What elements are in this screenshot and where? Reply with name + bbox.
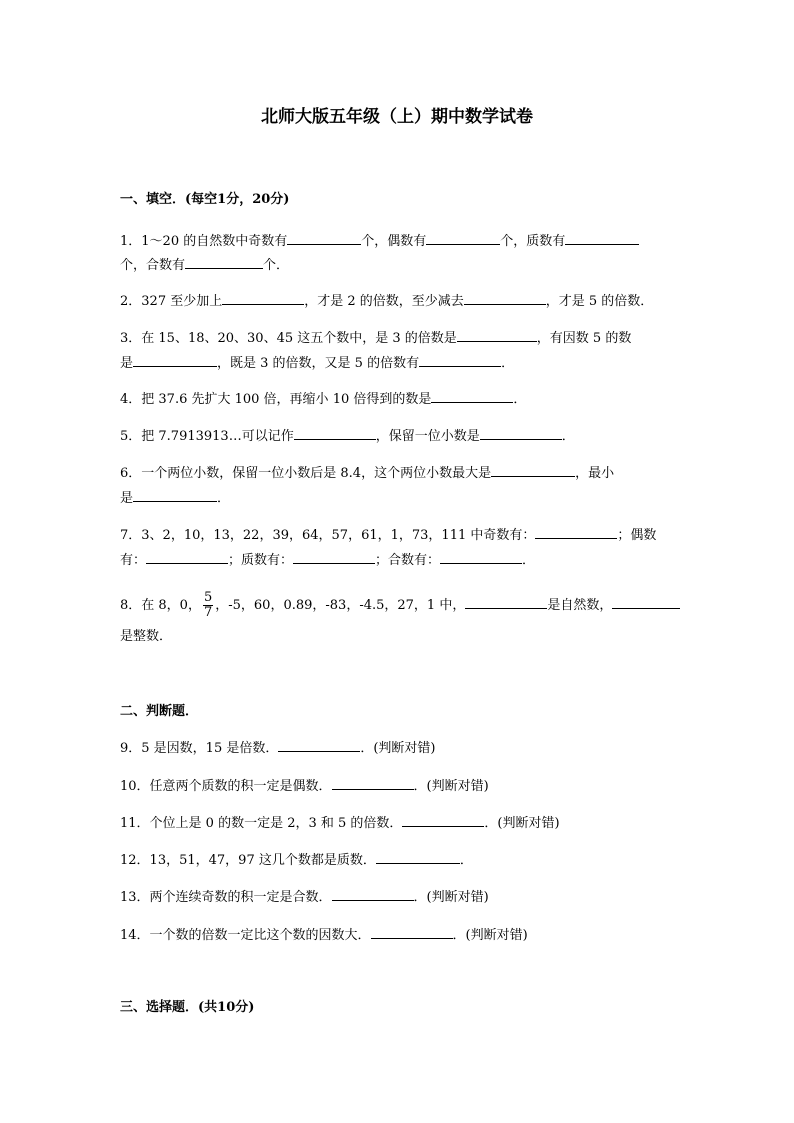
q1-blank-even[interactable] [426,232,500,245]
question-5 [120,427,575,445]
q8-blank-natural[interactable] [465,596,547,609]
question-11 [120,814,560,832]
q3-blank-both[interactable] [419,354,501,367]
q7-text-c: 有： [120,553,147,568]
q1-text-b: 个，偶数有 [361,234,427,249]
q5-blank-notation[interactable] [294,427,376,440]
q14-text-a: 14．一个数的倍数一定比这个数的因数大． [120,928,371,943]
q4-text-a: 4．把 37.6 先扩大 100 倍，再缩小 10 倍得到的数是 [120,392,432,407]
q7-blank-even[interactable] [146,551,228,564]
q7-text-b: ；偶数 [617,528,657,543]
q11-text-a: 11．个位上是 0 的数一定是 2，3 和 5 的倍数． [120,816,403,831]
page-title: 北师大版五年级（上）期中数学试卷 [261,107,533,127]
fraction-denominator: 7 [203,605,213,620]
question-7-line-1 [120,526,656,544]
question-9 [120,739,436,757]
q6-text-c: 是 [120,491,134,506]
section-heading-fill-in: 一、填空．(每空1分，20分) [120,192,290,207]
q9-text-b: ．(判断对错) [360,741,436,756]
q12-text-a: 12．13，51，47，97 这几个数都是质数． [120,853,376,868]
q1-text-d: 个，合数有 [120,258,186,273]
fraction-five-sevenths [203,591,213,620]
q8-blank-integer[interactable] [612,596,680,609]
q8-text-d: 是整数． [120,629,173,644]
question-14 [120,926,528,944]
q3-text-a: 3．在 15、18、20、30、45 这五个数中，是 3 的倍数是 [120,331,457,346]
q9-text-a: 9．5 是因数，15 是倍数． [120,741,279,756]
q11-blank[interactable] [402,814,484,827]
q3-text-c: 是 [120,356,134,371]
q5-blank-rounded[interactable] [480,427,562,440]
q5-text-a: 5．把 7.7913913…可以记作 [120,429,294,444]
question-4 [120,390,526,408]
q7-text-f: ． [522,553,536,568]
q6-blank-max[interactable] [491,464,575,477]
q9-blank[interactable] [278,739,360,752]
q7-blank-composite[interactable] [440,551,522,564]
q10-text-b: ．(判断对错) [413,779,489,794]
q1-blank-composite[interactable] [185,256,263,269]
q3-blank-multiple-3[interactable] [457,329,537,342]
q7-text-e: ；合数有： [375,553,441,568]
q3-blank-factor-5[interactable] [133,354,217,367]
q1-text-a: 1．1～20 的自然数中奇数有 [120,234,288,249]
question-2 [120,292,653,310]
q4-blank[interactable] [431,390,513,403]
q6-blank-min[interactable] [133,489,217,502]
question-8-line-1 [120,588,680,624]
question-1-line-1 [120,232,639,250]
q10-text-a: 10．任意两个质数的积一定是偶数． [120,779,332,794]
q4-text-b: ． [513,392,527,407]
q5-text-c: ． [561,429,575,444]
question-3-line-2 [120,354,514,372]
q3-text-b: ，有因数 5 的数 [536,331,632,346]
q2-text-b: ，才是 2 的倍数，至少减去 [304,294,464,309]
question-7-line-2 [120,551,535,569]
question-8-line-2 [120,629,172,645]
question-12 [120,851,473,869]
question-10 [120,777,489,795]
section-heading-true-false: 二、判断题． [120,704,199,719]
section-heading-multiple-choice: 三、选择题．(共10分) [120,1000,255,1015]
q2-text-c: ，才是 5 的倍数． [545,294,654,309]
q7-text-d: ；质数有： [228,553,294,568]
q11-text-b: ．(判断对错) [484,816,560,831]
q10-blank[interactable] [332,777,414,790]
q8-text-a: 8．在 8，0， [120,598,201,613]
q1-blank-odd[interactable] [287,232,361,245]
fraction-numerator: 5 [203,590,213,605]
q5-text-b: ，保留一位小数是 [375,429,480,444]
q13-text-a: 13．两个连续奇数的积一定是合数． [120,890,332,905]
q2-blank-subtract[interactable] [464,292,546,305]
question-1-line-2 [120,256,289,274]
q7-blank-odd[interactable] [535,526,617,539]
q2-text-a: 2．327 至少加上 [120,294,223,309]
q7-blank-prime[interactable] [293,551,375,564]
question-13 [120,888,489,906]
q6-text-d: ． [217,491,231,506]
q13-blank[interactable] [332,888,414,901]
question-6-line-1 [120,464,614,482]
q12-blank[interactable] [376,851,460,864]
q6-text-b: ，最小 [575,466,615,481]
q14-blank[interactable] [371,926,453,939]
q1-text-c: 个，质数有 [500,234,566,249]
q3-text-e: ． [501,356,515,371]
q7-text-a: 7．3、2，10，13，22，39，64，57，61，1，73，111 中奇数有： [120,528,536,543]
q8-text-c: 是自然数， [547,598,613,613]
question-6-line-2 [120,489,230,507]
q6-text-a: 6．一个两位小数，保留一位小数后是 8.4，这个两位小数最大是 [120,466,492,481]
q1-text-e: 个． [263,258,290,273]
q3-text-d: ，既是 3 的倍数，又是 5 的倍数有 [217,356,420,371]
q13-text-b: ．(判断对错) [413,890,489,905]
q1-blank-prime[interactable] [565,232,639,245]
q14-text-b: ．(判断对错) [452,928,528,943]
q12-text-b: ． [459,853,473,868]
q8-text-b: ，-5，60，0.89，-83，-4.5，27，1 中， [215,598,466,613]
question-3-line-1 [120,329,631,347]
q2-blank-add[interactable] [222,292,304,305]
